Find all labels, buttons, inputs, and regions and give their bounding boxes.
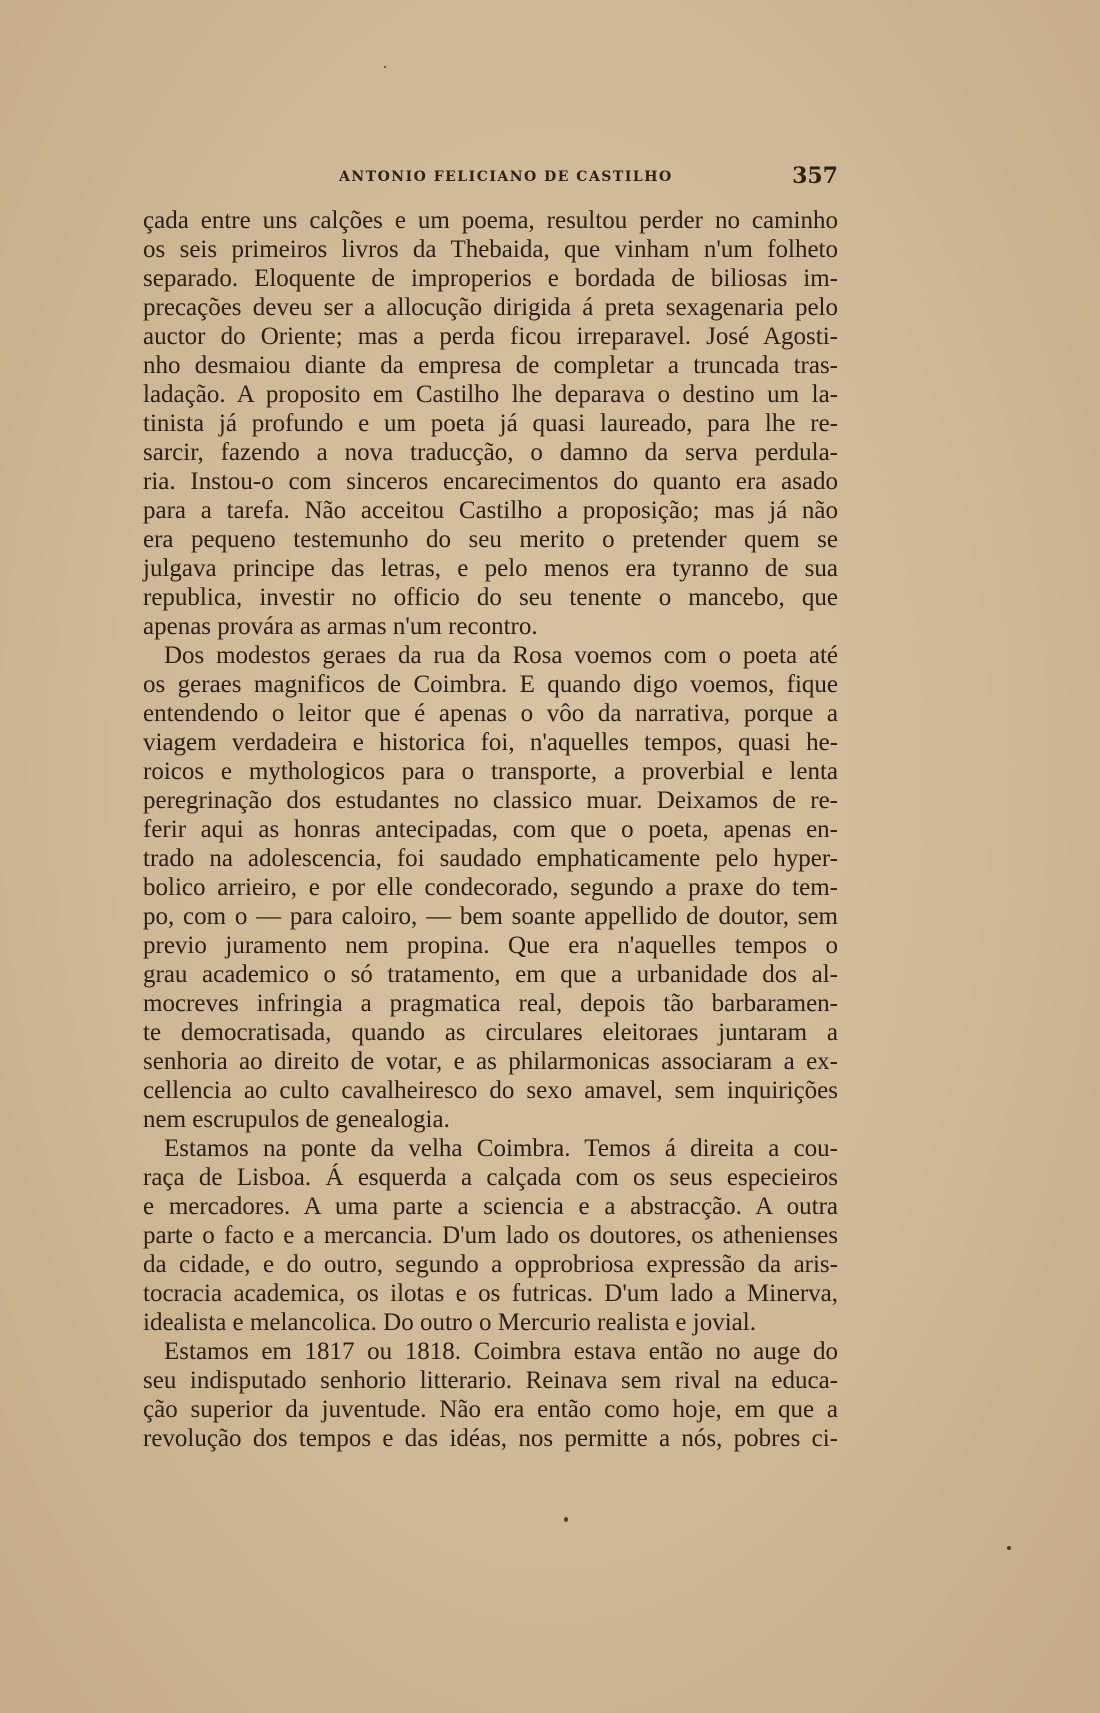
running-head-title: ANTONIO FELICIANO DE CASTILHO <box>339 169 673 185</box>
text-line: previo juramento nem propina. Que era n'aquelles tempos o <box>143 932 838 959</box>
text-line: e mercadores. A uma parte a sciencia e a abstracção. A outra <box>143 1193 838 1220</box>
text-line: po, com o — para caloiro, — bem soante appellido de doutor, sem <box>143 903 838 930</box>
text-line: ferir aqui as honras antecipadas, com que o poeta, apenas en- <box>143 816 838 843</box>
paper-speck <box>564 1517 568 1522</box>
running-header <box>143 163 838 197</box>
text-line: era pequeno testemunho do seu merito o pretender quem se <box>143 526 838 553</box>
paper-speck <box>1007 1546 1011 1550</box>
text-line: os seis primeiros livros da Thebaida, que vinham n'um folheto <box>143 236 838 263</box>
text-line: peregrinação dos estudantes no classico muar. Deixamos de re- <box>143 787 838 814</box>
text-line: precações deveu ser a allocução dirigida á preta sexagenaria pelo <box>143 294 838 321</box>
text-line: cellencia ao culto cavalheiresco do sexo amavel, sem inquirições <box>143 1077 838 1104</box>
text-line: ladação. A proposito em Castilho lhe deparava o destino um la- <box>143 381 838 408</box>
text-line: mocreves infringia a pragmatica real, depois tão barbaramen- <box>143 990 838 1017</box>
text-line: Dos modestos geraes da rua da Rosa voemos com o poeta até <box>164 642 838 669</box>
text-line: te democratisada, quando as circulares eleitoraes juntaram a <box>143 1019 838 1046</box>
text-line: julgava principe das letras, e pelo menos era tyranno de sua <box>143 555 838 582</box>
text-line: ria. Instou-o com sinceros encarecimentos do quanto era asado <box>143 468 838 495</box>
text-line: Estamos em 1817 ou 1818. Coimbra estava então no auge do <box>164 1338 838 1365</box>
text-line: tinista já profundo e um poeta já quasi laureado, para lhe re- <box>143 410 838 437</box>
text-line: senhoria ao direito de votar, e as philarmonicas associaram a ex- <box>143 1048 838 1075</box>
body-text <box>143 206 838 1453</box>
text-line: ção superior da juventude. Não era então como hoje, em que a <box>143 1396 838 1423</box>
text-line: viagem verdadeira e historica foi, n'aquelles tempos, quasi he- <box>143 729 838 756</box>
text-line: çada entre uns calções e um poema, resultou perder no caminho <box>143 207 838 234</box>
text-line: Estamos na ponte da velha Coimbra. Temos á direita a cou- <box>164 1135 838 1162</box>
text-line: bolico arrieiro, e por elle condecorado, segundo a praxe do tem- <box>143 874 838 901</box>
text-line: separado. Eloquente de improperios e bordada de biliosas im- <box>143 265 838 292</box>
text-line: tocracia academica, os ilotas e os futricas. D'um lado a Minerva, <box>143 1280 838 1307</box>
text-line: trado na adolescencia, foi saudado emphaticamente pelo hyper- <box>143 845 838 872</box>
text-line: nem escrupulos de genealogia. <box>143 1106 450 1133</box>
text-line: auctor do Oriente; mas a perda ficou irreparavel. José Agosti- <box>143 323 838 350</box>
text-line: raça de Lisboa. Á esquerda a calçada com os seus especieiros <box>143 1164 838 1191</box>
text-line: parte o facto e a mercancia. D'um lado os doutores, os athenienses <box>143 1222 838 1249</box>
paper-speck <box>384 66 386 68</box>
text-line: grau academico o só tratamento, em que a urbanidade dos al- <box>143 961 838 988</box>
page-number: 357 <box>792 163 838 189</box>
text-line: para a tarefa. Não acceitou Castilho a proposição; mas já não <box>143 497 838 524</box>
text-line: apenas provára as armas n'um recontro. <box>143 613 538 640</box>
text-line: revolução dos tempos e das idéas, nos permitte a nós, pobres ci- <box>143 1425 838 1452</box>
text-line: entendendo o leitor que é apenas o vôo da narrativa, porque a <box>143 700 838 727</box>
text-line: da cidade, e do outro, segundo a opprobriosa expressão da aris- <box>143 1251 838 1278</box>
text-line: roicos e mythologicos para o transporte, a proverbial e lenta <box>143 758 838 785</box>
text-line: idealista e melancolica. Do outro o Mercurio realista e jovial. <box>143 1309 756 1336</box>
text-line: seu indisputado senhorio litterario. Reinava sem rival na educa- <box>143 1367 838 1394</box>
text-line: os geraes magnificos de Coimbra. E quando digo voemos, fique <box>143 671 838 698</box>
text-line: sarcir, fazendo a nova traducção, o damno da serva perdula- <box>143 439 838 466</box>
text-line: republica, investir no officio do seu tenente o mancebo, que <box>143 584 838 611</box>
text-line: nho desmaiou diante da empresa de completar a truncada tras- <box>143 352 838 379</box>
